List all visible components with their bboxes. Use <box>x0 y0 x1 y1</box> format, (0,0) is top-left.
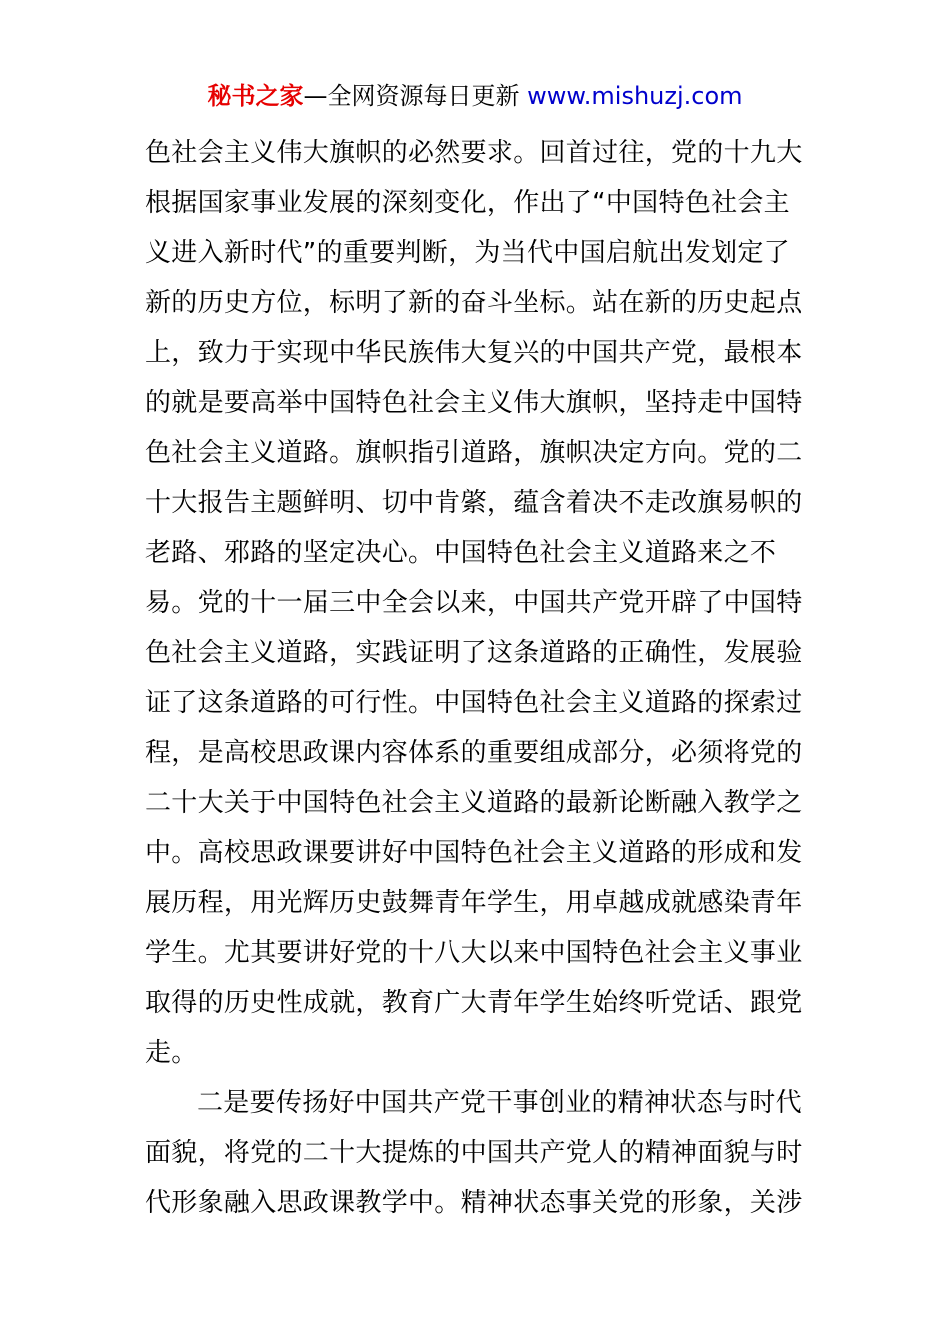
text-line: 学生。尤其要讲好党的十八大以来中国特色社会主义事业 <box>145 938 803 968</box>
text-line: 上，致力于实现中华民族伟大复兴的中国共产党，最根本 <box>145 338 803 368</box>
text-line: 代形象融入思政课教学中。精神状态事关党的形象，关涉 <box>145 1188 803 1218</box>
text-line: 的就是要高举中国特色社会主义伟大旗帜，坚持走中国特 <box>145 388 803 418</box>
paragraph-1 <box>145 128 810 1078</box>
text-line: 面貌，将党的二十大提炼的中国共产党人的精神面貌与时 <box>145 1138 803 1168</box>
text-line: 二是要传扬好中国共产党干事创业的精神状态与时代 <box>197 1088 802 1118</box>
page-header <box>0 80 950 112</box>
text-line: 取得的历史性成就，教育广大青年学生始终听党话、跟党 <box>145 988 803 1018</box>
text-line: 新的历史方位，标明了新的奋斗坐标。站在新的历史起点 <box>145 288 803 318</box>
text-line: 走。 <box>145 1038 198 1068</box>
text-line: 证了这条道路的可行性。中国特色社会主义道路的探索过 <box>145 688 803 718</box>
text-line: 程，是高校思政课内容体系的重要组成部分，必须将党的 <box>145 738 803 768</box>
text-line: 易。党的十一届三中全会以来，中国共产党开辟了中国特 <box>145 588 803 618</box>
header-url[interactable]: www.mishuzj.com <box>527 82 743 110</box>
text-line: 老路、邪路的坚定决心。中国特色社会主义道路来之不 <box>145 538 777 568</box>
text-line: 展历程，用光辉历史鼓舞青年学生，用卓越成就感染青年 <box>145 888 803 918</box>
text-line: 十大报告主题鲜明、切中肯綮，蕴含着决不走改旗易帜的 <box>145 488 803 518</box>
text-line: 义进入新时代”的重要判断，为当代中国启航出发划定了 <box>145 238 790 268</box>
brand-name: 秘书之家 <box>207 82 304 110</box>
text-line: 中。高校思政课要讲好中国特色社会主义道路的形成和发 <box>145 838 803 868</box>
text-line: 色社会主义道路。旗帜指引道路，旗帜决定方向。党的二 <box>145 438 803 468</box>
paragraph-2 <box>145 1078 810 1228</box>
text-line: 根据国家事业发展的深刻变化，作出了“中国特色社会主 <box>145 188 790 218</box>
document-body <box>145 128 810 1228</box>
text-line: 二十大关于中国特色社会主义道路的最新论断融入教学之 <box>145 788 803 818</box>
text-line: 色社会主义道路，实践证明了这条道路的正确性，发展验 <box>145 638 803 668</box>
header-tagline: —全网资源每日更新 <box>303 82 528 110</box>
text-line: 色社会主义伟大旗帜的必然要求。回首过往，党的十九大 <box>145 138 803 168</box>
